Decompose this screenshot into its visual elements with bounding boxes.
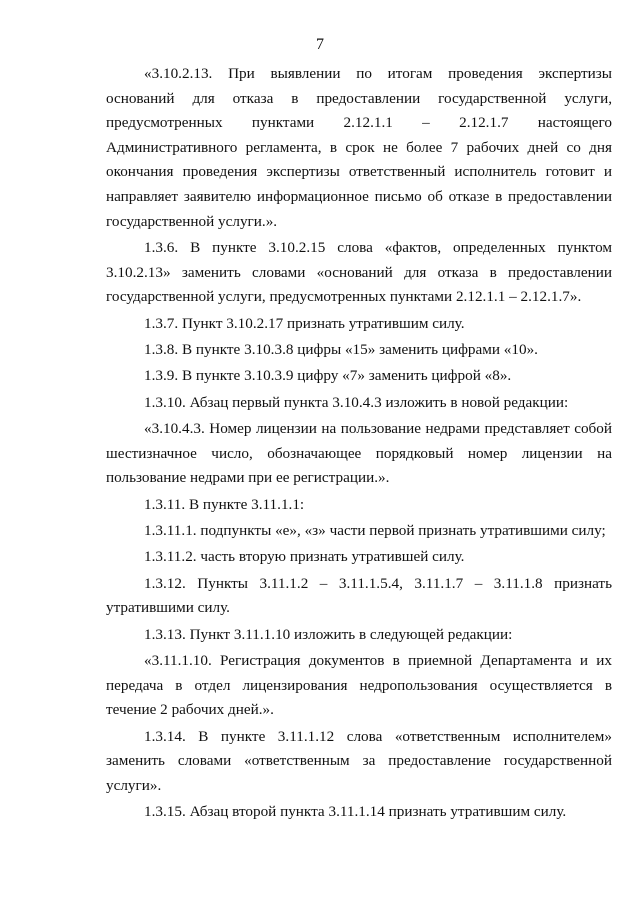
page-number: 7 [316, 36, 324, 53]
paragraph-1-3-15: 1.3.15. Абзац второй пункта 3.11.1.14 признать утратившим силу. [144, 803, 567, 821]
paragraph-1-3-11-1: 1.3.11.1. подпункты «е», «з» части первой признать утратившими силу; [144, 522, 606, 540]
paragraph-3-11-1-10: «3.11.1.10. Регистрация документов в приемной Департамента и их передача в отдел лицензирования недропользования осуществляется в течение 2 рабочих дней.». [106, 652, 612, 719]
document-body [106, 62, 612, 825]
paragraph-1-3-11-2: 1.3.11.2. часть вторую признать утратившей силу. [144, 548, 465, 566]
paragraph-1-3-7: 1.3.7. Пункт 3.10.2.17 признать утратившим силу. [144, 314, 465, 332]
paragraph-1-3-12: 1.3.12. Пункты 3.11.1.2 – 3.11.1.5.4, 3.11.1.7 – 3.11.1.8 признать утратившими силу. [106, 574, 612, 617]
paragraph-1-3-8: 1.3.8. В пункте 3.10.3.8 цифры «15» заменить цифрами «10». [144, 340, 538, 358]
paragraph-1-3-14: 1.3.14. В пункте 3.11.1.12 слова «ответственным исполнителем» заменить словами «ответственным за предоставление государственной услуги». [106, 727, 612, 794]
paragraph-1-3-11: 1.3.11. В пункте 3.11.1.1: [144, 495, 305, 513]
paragraph-1-3-13: 1.3.13. Пункт 3.11.1.10 изложить в следующей редакции: [144, 625, 513, 643]
paragraph-3-10-4-3: «3.10.4.3. Номер лицензии на пользование недрами представляет собой шестизначное число, обозначающее порядковый номер лицензии на пользование недрами при ее регистрации.». [106, 420, 612, 487]
paragraph-1-3-9: 1.3.9. В пункте 3.10.3.9 цифру «7» заменить цифрой «8». [144, 367, 512, 385]
paragraph-1-3-10: 1.3.10. Абзац первый пункта 3.10.4.3 изложить в новой редакции: [144, 393, 569, 411]
paragraph-3-10-2-13: «3.10.2.13. При выявлении по итогам проведения экспертизы оснований для отказа в предоставлении государственной услуги, предусмотренных пунктами 2.12.1.1 – 2.12.1.7 настоящего Административного регламента, в срок не более 7 рабочих дней со дня окончания проведения экспертизы ответственный исполнитель готовит и направляет заявителю информационное письмо об отказе в предоставлении государственной услуги.». [106, 65, 612, 230]
paragraph-1-3-6: 1.3.6. В пункте 3.10.2.15 слова «фактов, определенных пунктом 3.10.2.13» заменить словами «оснований для отказа в предоставлении государственной услуги, предусмотренных пунктами 2.12.1.1 – 2.12.1.7». [106, 238, 612, 306]
